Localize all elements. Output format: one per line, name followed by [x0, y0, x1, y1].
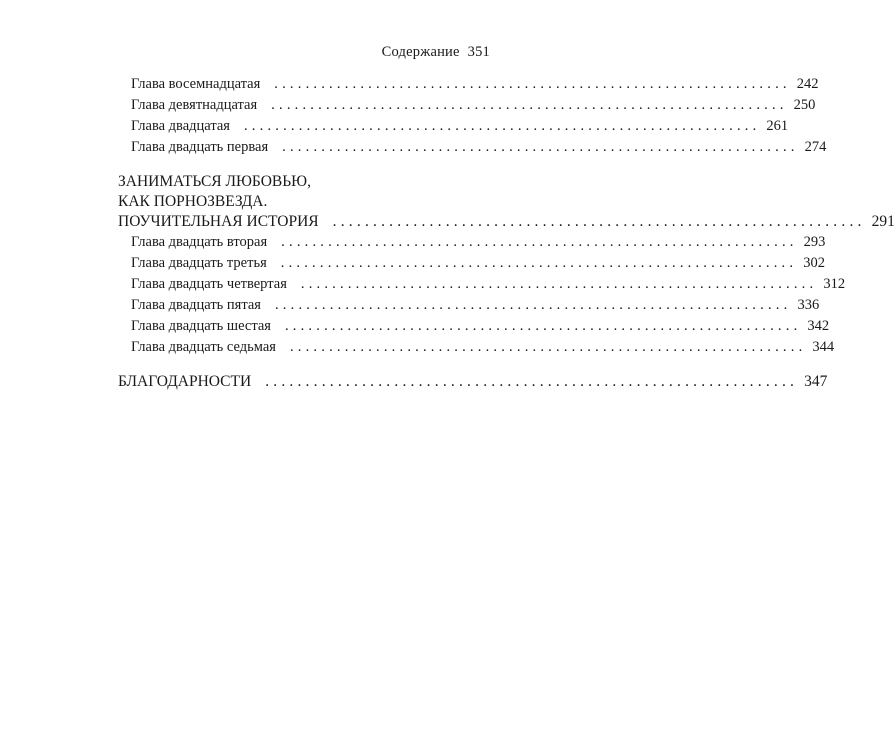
toc-entry-page: 347	[804, 373, 828, 390]
leader-dots: ..................................................................	[284, 318, 802, 334]
toc-entry-page: 242	[796, 76, 819, 92]
toc-entry-label: Глава двадцать шестая	[131, 318, 271, 334]
toc-entry-page: 312	[823, 276, 846, 292]
leader-dots: ..................................................................	[281, 234, 798, 250]
toc-entry-label: Глава двадцатая	[131, 118, 230, 134]
toc-entry-part[interactable]	[118, 212, 895, 232]
toc-entry-chapter-26[interactable]	[131, 316, 830, 336]
leader-dots: ..................................................................	[243, 118, 761, 134]
part-title-line-3: ПОУЧИТЕЛЬНАЯ ИСТОРИЯ	[118, 213, 319, 230]
toc-entry-label: Глава девятнадцатая	[131, 97, 258, 113]
toc-entry-page: 250	[793, 97, 816, 113]
toc-entry-label: Глава двадцать первая	[131, 139, 269, 155]
leader-dots: ..................................................................	[332, 213, 866, 230]
toc-entry-label: БЛАГОДАРНОСТИ	[118, 373, 252, 390]
toc-entry-page: 261	[766, 118, 789, 134]
toc-entry-page: 336	[797, 297, 820, 313]
toc-entry-label: Глава двадцать пятая	[131, 297, 261, 313]
leader-dots: ..................................................................	[300, 276, 818, 292]
leader-dots: ..................................................................	[280, 255, 798, 271]
toc-entry-label: Глава двадцать четвертая	[131, 276, 287, 292]
toc-entry-label: Глава двадцать вторая	[131, 234, 268, 250]
toc-entry-page: 342	[807, 318, 830, 334]
toc-entry-page: 274	[804, 139, 827, 155]
toc-entry-chapter-20[interactable]	[131, 116, 789, 136]
running-head-title: Содержание	[381, 44, 460, 60]
toc-entry-chapter-24[interactable]	[131, 274, 846, 294]
toc-entry-chapter-21[interactable]	[131, 137, 827, 157]
leader-dots: ..................................................................	[282, 139, 799, 155]
toc-entry-chapter-23[interactable]	[131, 253, 825, 273]
part-title-line-2: КАК ПОРНОЗВЕЗДА.	[118, 193, 268, 210]
toc-entry-chapter-25[interactable]	[131, 295, 820, 315]
leader-dots: ..................................................................	[274, 297, 792, 313]
toc-entry-label: Глава двадцать третья	[131, 255, 267, 271]
toc-entry-page: 302	[803, 255, 825, 271]
leader-dots: ..................................................................	[265, 373, 799, 390]
leader-dots: ..................................................................	[274, 76, 791, 92]
toc-entry-chapter-19[interactable]	[131, 95, 816, 115]
toc-entry-label: Глава восемнадцатая	[131, 76, 261, 92]
toc-entry-chapter-22[interactable]	[131, 232, 826, 252]
toc-entry-acknowledgements[interactable]	[118, 372, 828, 392]
toc-entry-page: 293	[803, 234, 826, 250]
page-number: 351	[467, 44, 490, 60]
toc-entry-page: 291	[871, 213, 895, 230]
toc-entry-page: 344	[812, 339, 835, 355]
toc-entry-chapter-27[interactable]	[131, 337, 835, 357]
part-title-line-1: ЗАНИМАТЬСЯ ЛЮБОВЬЮ,	[118, 173, 311, 190]
toc-entry-label: Глава двадцать седьмая	[131, 339, 276, 355]
running-head	[382, 44, 490, 61]
leader-dots: ..................................................................	[271, 97, 788, 113]
toc-entry-chapter-18[interactable]	[131, 74, 819, 94]
leader-dots: ..................................................................	[289, 339, 807, 355]
